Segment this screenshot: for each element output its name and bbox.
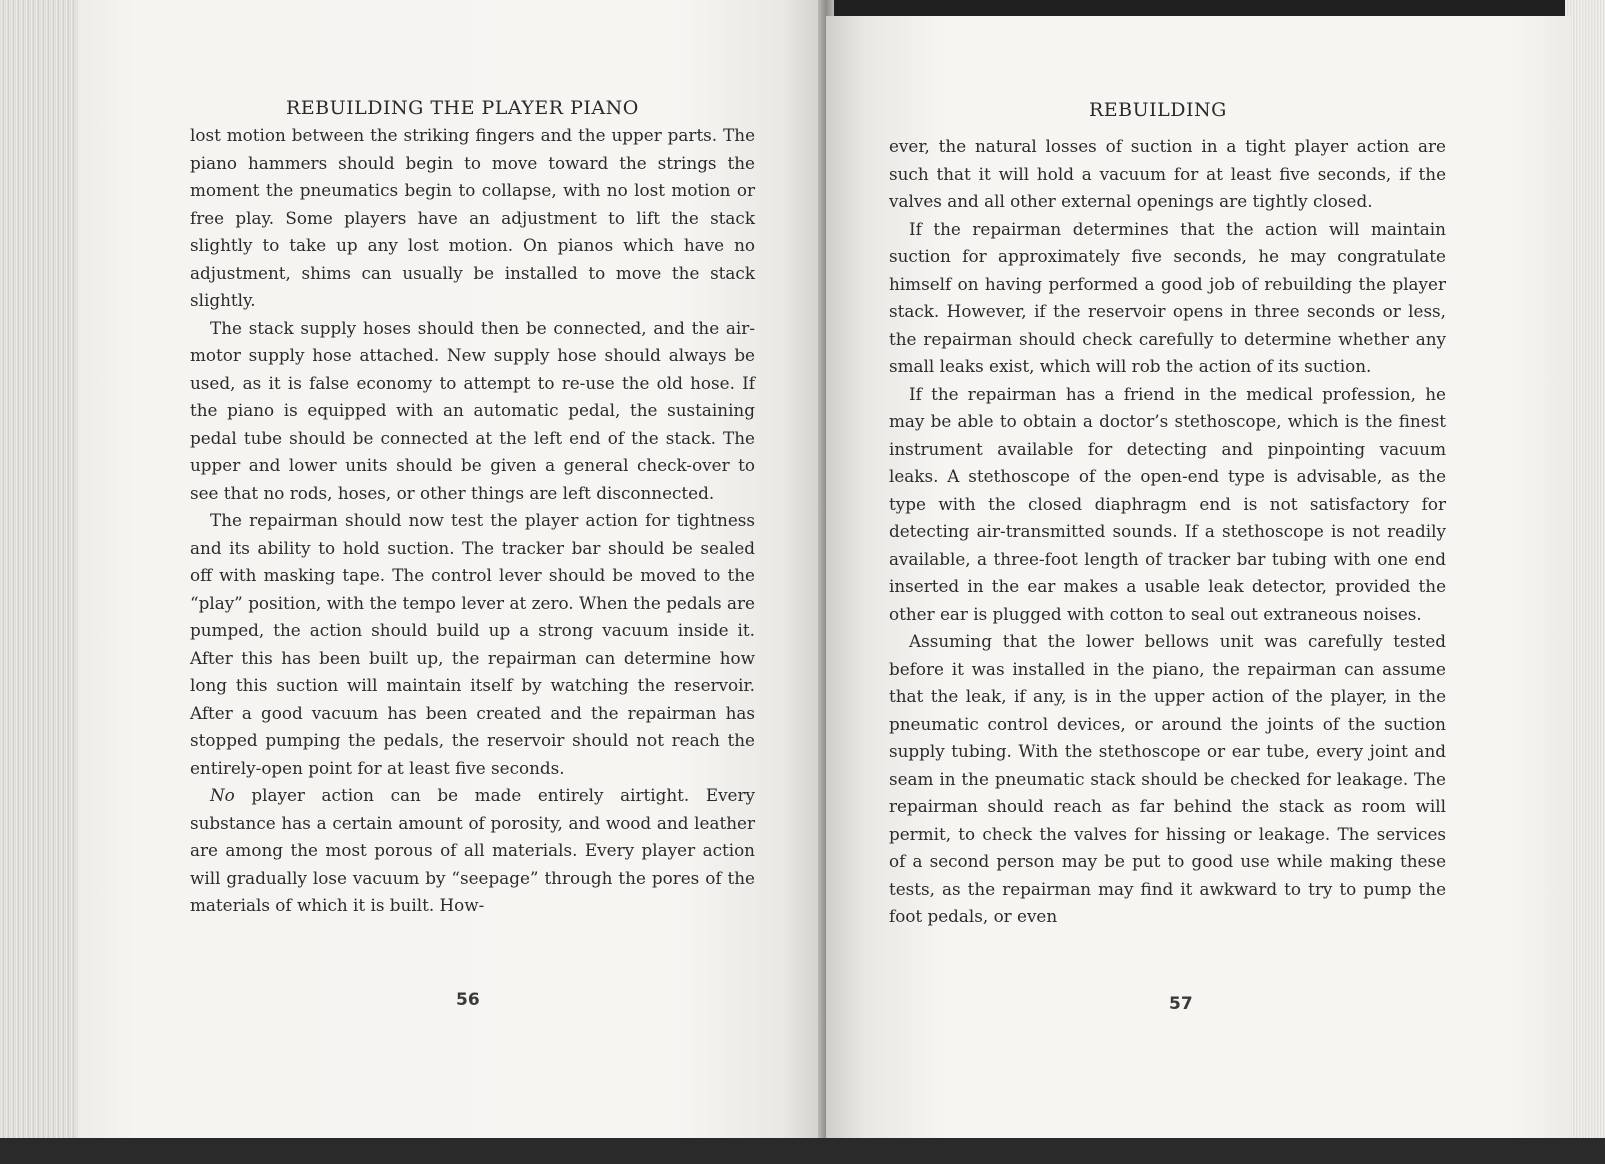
- paragraph: [190, 782, 755, 920]
- paragraph: The repairman should now test the player action for tightness and its ability to hold suction. The tracker bar should be sealed off with masking tape. The control lever should be moved to the “play” position, with the tempo lever at zero. When the pedals are pumped, the action should build up a strong vacuum inside it. After this has been built up, the repairman can determine how long this suction will maintain itself by watching the reservoir. After a good vacuum has been created and the repairman has stopped pumping the pedals, the reservoir should not reach the entirely-open point for at least five seconds.: [190, 510, 755, 778]
- paragraph: lost motion between the striking fingers and the upper parts. The piano hammers should begin to move toward the strings the moment the pneumatics begin to collapse, with no lost motion or free play. Some players have an adjustment to lift the stack slightly to take up any lost motion. On pianos which have no adjustment, shims can usually be installed to move the stack slightly.: [190, 125, 755, 310]
- right-page-edges: [1565, 0, 1605, 1164]
- left-body-text: [190, 122, 755, 920]
- emphasis-word: No: [210, 785, 235, 805]
- paragraph: Assuming that the lower bellows unit was carefully tested before it was installed in the piano, the repairman can assume that the leak, if any, is in the upper action of the player, in the pneumatic control devices, or around the joints of the suction supply tubing. With the stethoscope or ear tube, every joint and seam in the pneumatic stack should be checked for leakage. The repairman should reach as far behind the stack as room will permit, to check the valves for hissing or leakage. The services of a second person may be put to good use while making these tests, as the repairman may find it awkward to try to pump the foot pedals, or even: [889, 631, 1446, 926]
- left-page: [78, 0, 828, 1164]
- paragraph: ever, the natural losses of suction in a tight player action are such that it will hold a vacuum for at least five seconds, if the valves and all other external openings are tightly closed.: [889, 136, 1446, 211]
- right-body-text: [889, 133, 1446, 931]
- right-page-number: 57: [1169, 994, 1193, 1014]
- paragraph-rest: player action can be made entirely airtight. Every substance has a certain amount of porosity, and wood and leather are among the most porous of all materials. Every player action will gradually lose vacuum by “seepage” through the pores of the materials of which it is built. How-: [190, 785, 755, 915]
- paragraph: If the repairman determines that the action will maintain suction for approximately five seconds, he may congratulate himself on having performed a good job of rebuilding the player stack. However, if the reservoir opens in three seconds or less, the repairman should check carefully to determine whether any small leaks exist, which will rob the action of its suction.: [889, 218, 1446, 376]
- right-running-head: REBUILDING: [1089, 99, 1227, 121]
- right-page: [826, 16, 1571, 1146]
- paragraph: The stack supply hoses should then be connected, and the air-motor supply hose attached. New supply hose should always be used, as it is false economy to attempt to re-use the old hose. If the piano is equipped with an automatic pedal, the sustaining pedal tube should be connected at the left end of the stack. The upper and lower units should be given a general check-over to see that no rods, hoses, or other things are left disconnected.: [190, 317, 755, 503]
- left-running-head: REBUILDING THE PLAYER PIANO: [286, 97, 639, 119]
- left-page-number: 56: [456, 990, 480, 1010]
- paragraph: If the repairman has a friend in the medical profession, he may be able to obtain a doctor’s stethoscope, which is the finest instrument available for detecting and pinpointing vacuum leaks. A stethoscope of the open-end type is advisable, as the type with the closed diaphragm end is not satisfactory for detecting air-transmitted sounds. If a stethoscope is not readily available, a three-foot length of tracker bar tubing with one end inserted in the ear makes a usable leak detector, provided the other ear is plugged with cotton to seal out extraneous noises.: [889, 383, 1446, 624]
- scan-background: [0, 1138, 1605, 1164]
